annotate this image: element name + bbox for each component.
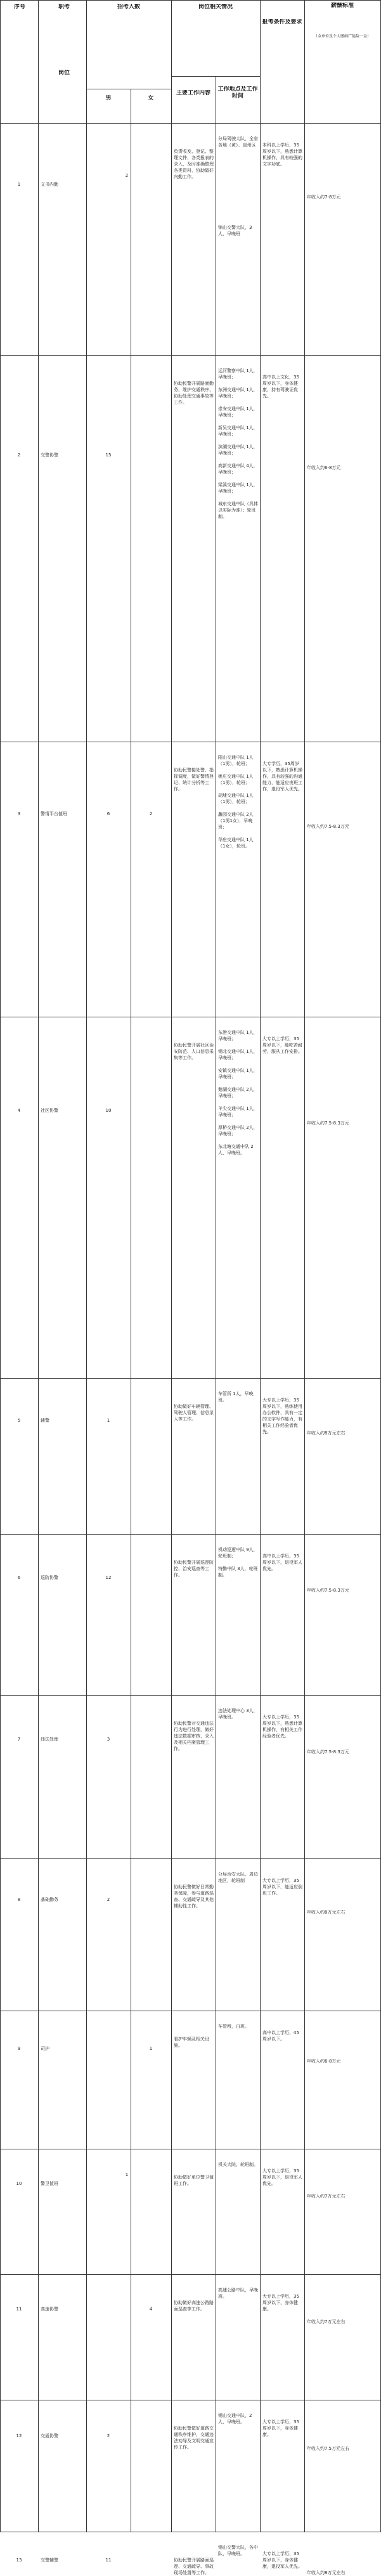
row-male: 11 [105, 2558, 112, 2563]
row-seq: 10 [16, 2180, 22, 2186]
row-location: 机关大院，轮班制。 [218, 2162, 258, 2167]
row-requirements: 大专以上学历，35周岁以下，能吃苦耐劳，服从工作安排。 [262, 1036, 302, 1054]
row-female: 2 [149, 811, 153, 816]
row-seq: 9 [17, 2045, 21, 2051]
grid-line [171, 0, 172, 2532]
row-location-2: 锦山交警大队，3人，早晚班 [218, 225, 252, 236]
grid-line [0, 123, 381, 124]
row-requirements: 大专以上学历，35周岁以下，退役军人优先。 [262, 2168, 302, 2186]
grid-line [0, 0, 1, 2532]
row-requirements: 高中以上文化，35周岁以下，身体健康，持有驾驶证优先。 [262, 375, 299, 399]
grid-line [86, 0, 87, 2532]
row-location: 阳山交通中队 1人（1男），轮班； 姚庄交通中队 1人（1男），轮班； 胡埭交通中队 1人（1男），轮班； 蠡园交通中队 2人（1男1女），早晚班； 华庄交通中队 1人（1女），轮班。 [218, 755, 254, 849]
header-seq: 序号 [13, 4, 25, 10]
row-count: 1 [125, 2172, 129, 2177]
row-position: 司护 [41, 2045, 49, 2051]
header-main-work: 主要工作内容 [176, 90, 210, 96]
row-male: 2 [107, 2433, 110, 2438]
row-position: 警卫值班 [41, 2180, 58, 2186]
row-position: 警情平台值班 [41, 811, 67, 816]
row-location: 锡山交警大队，各中队，早晚班。 [218, 2545, 258, 2556]
row-seq: 2 [17, 452, 21, 458]
row-male: 6 [107, 811, 110, 816]
row-seq: 13 [16, 2558, 22, 2563]
row-salary: 年收入约8万元左右 [307, 2570, 345, 2575]
row-salary: 年收入约6-8万元 [307, 465, 341, 470]
row-location: 车管所 1人，早晚班。 [218, 1391, 254, 1403]
row-seq: 11 [16, 2306, 22, 2312]
header-salary: 薪酬标准 [330, 3, 354, 9]
row-salary: 年收入约7万元左右 [307, 2319, 345, 2324]
row-requirements: 大专以上学历，35周岁以下，熟悉计算机操作，有相关工作经验者优先。 [262, 1715, 302, 1739]
row-male: 12 [105, 1575, 112, 1580]
grid-line [0, 1534, 381, 1535]
row-work: 协助民警做好日常勤务保障，参与道路巡查、交通疏导及其他辅助性工作。 [174, 1884, 214, 1909]
row-location: 车管所，白班。 [218, 2024, 249, 2029]
row-salary: 年收入约6-8万元 [307, 2058, 341, 2064]
row-salary: 年收入约7.5-8.3万元 [307, 823, 349, 829]
row-salary: 年收入约8万元左右 [307, 1910, 345, 1915]
row-requirements: 本科以上学历，35周岁以下，熟悉计算机操作，具有较强的文字功底。 [262, 143, 302, 167]
row-salary: 年收入约8万元左右 [307, 1430, 345, 1436]
header-requirements: 报考条件及要求 [262, 19, 302, 25]
row-location: 分局治安大队，周边地区，轮班制 [218, 1872, 258, 1883]
row-work: 协助民警对交通违法行为进行处理，做好违法数据审核、录入及相关档案管理工作。 [174, 1721, 214, 1751]
row-count: 2 [125, 172, 129, 178]
row-position: 社区协警 [41, 1107, 58, 1113]
row-work: 协助民警开展路面巡逻、交通疏导、事故现场处置等工作。 [174, 2558, 214, 2575]
row-salary: 年收入约7.5-8.3万元 [307, 1120, 349, 1126]
header-headcount: 招考人数 [117, 4, 140, 10]
row-seq: 8 [17, 1897, 21, 1902]
row-location: 违法处理中心 3人，早晚班。 [218, 1708, 258, 1720]
row-work: 协助民警接处警、指挥调度，做好警情登记、统计分析等工作。 [174, 768, 214, 792]
row-salary: 年收入约7.5万元左右 [307, 2446, 350, 2451]
row-position: 交警辅警 [41, 2558, 58, 2563]
row-work: 协助做好车辆管理、驾驶人管理、信息录入等工作。 [174, 1404, 214, 1422]
row-female: 4 [149, 2306, 153, 2312]
row-work: 协助做好单位警卫值班工作。 [174, 2175, 214, 2186]
row-male: 1 [107, 1417, 110, 1423]
grid-line [304, 0, 305, 2532]
header-job-info: 岗位相关情况 [198, 4, 233, 10]
row-location: 机动巡逻中队 9人，轮班制； 特勤中队 3人，轮班制。 [218, 1547, 258, 1578]
row-position: 基础勤务 [41, 1897, 58, 1902]
row-male: 10 [105, 1107, 112, 1113]
row-male: 15 [105, 452, 112, 458]
header-male: 男 [105, 95, 112, 101]
row-location: 锡山交通中队，2人，早晚班。 [218, 2413, 252, 2425]
row-position: 交警协警 [41, 452, 58, 458]
row-male: 3 [107, 1736, 110, 1742]
row-female: 1 [149, 2045, 153, 2051]
header-female: 女 [148, 95, 154, 101]
row-salary: 年收入约7.5-8.3万元 [307, 1749, 349, 1755]
row-position: 违法处理 [41, 1736, 58, 1742]
row-position: 文书内勤 [41, 181, 58, 187]
row-seq: 4 [17, 1107, 21, 1113]
row-work: 协助做好高速公路路面巡查等工作。 [174, 2300, 214, 2312]
row-work: 看护车辆及相关设施。 [174, 2037, 209, 2048]
header-position-group: 职考 [58, 4, 70, 10]
grid-line [0, 0, 381, 1]
row-salary: 年收入约7万元左右 [307, 2193, 345, 2199]
header-salary-note: （全单位及个人缴纳广延险一金） [313, 34, 371, 39]
row-work: 协助民警开展巡逻防控、治安巡查等工作。 [174, 1560, 214, 1578]
grid-line [0, 1695, 381, 1696]
grid-line [38, 0, 39, 2532]
row-salary: 年收入约7-8万元 [307, 194, 341, 200]
header-position: 岗位 [58, 70, 70, 76]
grid-line [0, 1858, 381, 1859]
row-location: 运河警察中队 1人，早晚班； 东洲交通中队 1人，早晚班； 崇安交通中队 1人，早晚班； 新吴交通中队 1人，早晚班； 滨湖交通中队 1人，早晚班； 高新交通中队 4人，早晚班； 梁溪交通中队 1人，早晚班； 城东交通中队（具体以实际为准）；轮班制。 [218, 368, 258, 519]
row-position: 交通协警 [41, 2433, 58, 2438]
row-requirements: 高中以上学历，45周岁以下。 [262, 2030, 299, 2042]
row-work: 协助民警开展社区治安防范、人口信息采集等工作。 [174, 1043, 214, 1060]
row-position: 辅警 [41, 1417, 49, 1423]
row-location: 东港交通中队 1人，早晚班； 锡北交通中队 1人，早晚班； 安镇交通中队 1人，早晚班； 鹅湖交通中队 2人，早晚班； 羊尖交通中队 1人，早晚班； 厚桥交通中队 2人，早晚班； 东北塘交通中队 2人，早晚班。 [218, 1030, 258, 1156]
row-requirements: 大专学历，35周岁以下，熟悉计算机操作，具有较强的沟通能力，能适应夜班工作，退役军人优先。 [262, 761, 302, 792]
grid-line [0, 355, 381, 356]
row-requirements: 大专以上学历，35周岁以下，身体健康，退役军人优先。 [262, 2551, 302, 2569]
row-location: 高速公路中队，早晚班。 [218, 2288, 258, 2299]
row-seq: 3 [17, 811, 21, 816]
row-requirements: 高中以上学历，35周岁以下，退役军人优先。 [262, 1554, 302, 1571]
row-seq: 6 [17, 1575, 21, 1580]
row-seq: 12 [16, 2433, 22, 2438]
row-position: 高速协警 [41, 2306, 58, 2312]
row-work: 协助民警做好道路交通秩序维护，交通违法劝导及文明交通宣传工作。 [174, 2426, 214, 2450]
grid-line [260, 0, 261, 2532]
row-seq: 7 [17, 1736, 21, 1742]
header-location: 工作地点及工作时间 [217, 86, 258, 100]
row-male: 2 [107, 1897, 110, 1902]
row-work: 协助民警开展路面勤务，维护交通秩序，协助处理交通事故等工作。 [174, 381, 214, 405]
grid-line [0, 1378, 381, 1379]
row-work: 负责收发、登记、整理文件，各类报表的录入，及时准确整理各类资料，协助做好内勤工作。 [174, 149, 214, 179]
row-position: 巡防协警 [41, 1575, 58, 1580]
row-requirements: 大专以上学历，35周岁以下，熟练使用办公软件，具有一定的文字写作能力，有相关工作经验者优先。 [262, 1398, 302, 1434]
row-seq: 5 [17, 1417, 21, 1423]
grid-line [0, 2274, 381, 2275]
row-salary: 年收入约7.5-8.3万元 [307, 1587, 349, 1593]
row-seq: 1 [17, 181, 21, 187]
row-location: 分局驾驶大队，全省各地（黄）、崖州区 [218, 136, 258, 148]
row-requirements: 大专以上学历，35周岁以下，身体健康。 [262, 2294, 299, 2312]
row-requirements: 大专以上学历，35周岁以下，能适应倒班工作。 [262, 1878, 302, 1896]
row-requirements: 大专以上学历，35周岁以下，身体健康。 [262, 2419, 299, 2437]
